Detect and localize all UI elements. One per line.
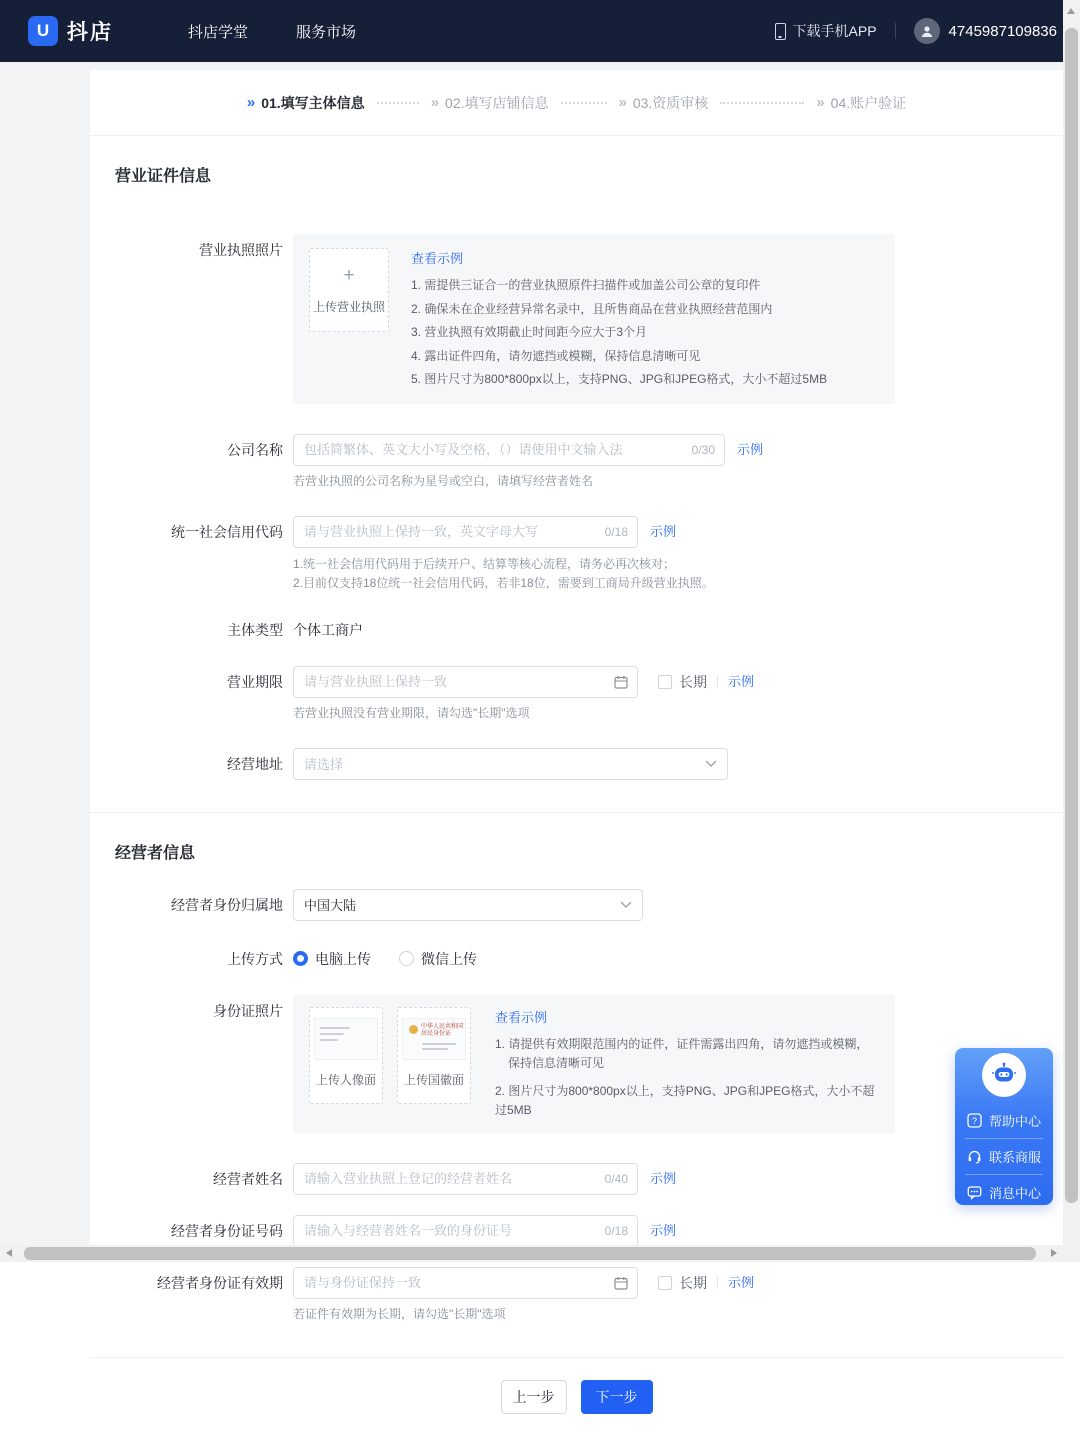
contact-service-label: 联系商服 [988, 1150, 1041, 1165]
operator-name-label: 经营者姓名 [213, 1170, 283, 1187]
idcard-back-title: 中华人民共和国 [421, 1023, 464, 1030]
operator-id-number-row [90, 1215, 1063, 1247]
idcard-back-caption: 上传国徽面 [403, 1072, 464, 1087]
headset-icon [967, 1149, 982, 1164]
phone-icon [775, 23, 786, 40]
message-center-item[interactable] [955, 1175, 1053, 1210]
operator-name-counter: 0/40 [604, 1171, 628, 1186]
operator-id-number-counter: 0/18 [604, 1223, 628, 1238]
license-upload-box[interactable] [309, 248, 389, 332]
credit-code-note-2: 2.目前仅支持18位统一社会信用代码，若非18位，需要到工商局升级营业执照。 [293, 575, 714, 590]
license-view-example-link[interactable]: 查看示例 [411, 251, 464, 266]
upload-method-label: 上传方式 [227, 950, 283, 967]
address-select-value: 请选择 [304, 757, 344, 772]
license-tip: 2. 确保未在企业经营异常名录中，且所售商品在营业执照经营范围内 [411, 301, 773, 316]
id-long-term-checkbox-label: 长期 [679, 1274, 707, 1291]
license-tip: 1. 需提供三证合一的营业执照原件扫描件或加盖公司公章的复印件 [411, 278, 761, 292]
brand[interactable] [28, 16, 113, 46]
idcard-back-upload-box[interactable] [397, 1007, 471, 1104]
steps-dots [720, 102, 804, 104]
footer-buttons [90, 1358, 1063, 1440]
step-1-label: 01.填写主体信息 [261, 94, 365, 111]
operator-id-validity-note: 若证件有效期为长期，请勾选"长期"选项 [293, 1306, 506, 1321]
long-term-checkbox-label: 长期 [679, 673, 707, 690]
idcard-tips [495, 1007, 879, 1121]
business-term-note: 若营业执照没有营业期限，请勾选"长期"选项 [293, 705, 530, 720]
operator-id-validity-example-link[interactable]: 示例 [728, 1274, 755, 1290]
radio-computer-upload[interactable] [293, 951, 308, 966]
scroll-left-arrow-icon[interactable] [6, 1249, 12, 1257]
nav-item-service-market[interactable]: 服务市场 [296, 23, 357, 41]
step-2-label: 02.填写店铺信息 [445, 94, 549, 111]
idcard-photo-label: 身份证照片 [213, 1002, 283, 1019]
operator-id-validity-row [90, 1267, 1063, 1323]
step-3-chevron-icon: » [618, 94, 627, 111]
plus-icon: + [343, 264, 355, 286]
nav-item-academy[interactable]: 抖店学堂 [188, 23, 249, 41]
operator-id-number-input[interactable] [293, 1215, 638, 1247]
operator-id-number-example-link[interactable]: 示例 [650, 1222, 677, 1238]
credit-code-counter: 0/18 [604, 524, 628, 539]
steps-bar [90, 70, 1063, 136]
license-section-title: 营业证件信息 [115, 168, 212, 185]
license-photo-label: 营业执照照片 [199, 242, 283, 258]
idcard-view-example-link[interactable]: 查看示例 [495, 1009, 548, 1025]
message-center-label: 消息中心 [988, 1186, 1041, 1201]
company-name-row [90, 434, 1063, 490]
company-name-label: 公司名称 [227, 441, 283, 458]
business-term-input[interactable] [293, 666, 638, 698]
license-photo-row [90, 234, 1063, 404]
vertical-scrollbar[interactable] [1063, 0, 1080, 1245]
region-row [90, 889, 1063, 921]
operator-id-number-label: 经营者身份证号码 [171, 1222, 283, 1239]
operator-name-input[interactable] [293, 1163, 638, 1195]
business-term-example-link[interactable]: 示例 [728, 673, 755, 689]
step-3 [619, 93, 709, 113]
idcard-photo-row [90, 995, 1063, 1133]
step-1-chevron-icon: » [246, 94, 256, 111]
entity-type-row [90, 614, 1063, 646]
radio-wechat-upload-label[interactable]: 微信上传 [421, 950, 477, 967]
idcard-tip: 2. 图片尺寸为800*800px以上，支持PNG、JPG和JPEG格式，大小不超过5MB [495, 1083, 875, 1117]
vertical-scrollbar-thumb[interactable] [1065, 28, 1078, 1203]
operator-id-validity-label: 经营者身份证有效期 [157, 1274, 283, 1291]
credit-code-note-1: 1.统一社会信用代码用于后续开户、结算等核心流程，请务必再次核对； [293, 556, 676, 571]
company-name-input[interactable] [293, 434, 725, 466]
horizontal-scrollbar[interactable] [0, 1245, 1063, 1262]
credit-code-label: 统一社会信用代码 [171, 523, 283, 540]
national-emblem-icon [409, 1025, 418, 1034]
user-id[interactable]: 4745987109836 [948, 22, 1057, 40]
svg-text:?: ? [971, 1116, 977, 1126]
company-name-note: 若营业执照的公司名称为星号或空白，请填写经营者姓名 [293, 473, 594, 488]
credit-code-example-link[interactable]: 示例 [650, 523, 677, 539]
id-long-term-checkbox[interactable] [658, 1276, 672, 1290]
entity-type-label: 主体类型 [227, 621, 283, 638]
step-4-label: 04.账户验证 [830, 94, 907, 111]
license-tip: 4. 露出证件四角，请勿遮挡或模糊，保持信息清晰可见 [411, 348, 701, 363]
step-2 [431, 93, 549, 113]
business-term-label: 营业期限 [227, 673, 283, 690]
page-background [0, 62, 1063, 1405]
question-icon [967, 1113, 982, 1128]
nav-menu [188, 21, 356, 42]
nav-right [775, 18, 1057, 44]
step-1 [247, 93, 365, 113]
company-name-counter: 0/30 [691, 442, 715, 457]
operator-name-example-link[interactable]: 示例 [650, 1170, 677, 1186]
address-label: 经营地址 [227, 755, 283, 772]
license-upload-caption: 上传营业执照 [312, 299, 385, 314]
idcard-front-illustration [314, 1018, 378, 1060]
main-card [90, 70, 1063, 1440]
credit-code-input[interactable] [293, 516, 638, 548]
brand-name: 抖店 [67, 21, 113, 44]
step-3-label: 03.资质审核 [632, 94, 709, 111]
step-4 [816, 93, 906, 113]
idcard-back-subtitle: 居民身份证 [421, 1030, 452, 1037]
step-4-chevron-icon: » [816, 94, 825, 111]
chevron-down-icon [620, 901, 632, 909]
top-navbar [0, 0, 1063, 62]
help-center-label: 帮助中心 [988, 1114, 1041, 1129]
help-center-item[interactable] [955, 1103, 1053, 1138]
inline-separator [717, 1276, 718, 1289]
steps-dots [561, 102, 607, 104]
horizontal-scrollbar-thumb[interactable] [24, 1247, 1036, 1260]
scroll-up-arrow-icon[interactable] [1067, 8, 1075, 14]
step-2-chevron-icon: » [430, 94, 440, 111]
idcard-front-caption: 上传人像面 [315, 1072, 376, 1087]
entity-type-value: 个体工商户 [293, 621, 363, 638]
address-select[interactable] [293, 748, 728, 780]
operator-id-validity-input[interactable] [293, 1267, 638, 1299]
company-name-example-link[interactable]: 示例 [737, 441, 764, 457]
contact-service-item[interactable] [955, 1139, 1053, 1174]
nav-divider [895, 23, 896, 39]
idcard-front-upload-box[interactable] [309, 1007, 383, 1104]
next-step-button[interactable]: 下一步 [581, 1380, 653, 1414]
operator-name-row [90, 1163, 1063, 1195]
douyin-shop-logo-icon: U [28, 16, 58, 46]
steps-dots [377, 102, 419, 104]
download-app-link[interactable]: 下载手机APP [792, 23, 877, 39]
inline-separator [717, 675, 718, 688]
region-select-value: 中国大陆 [304, 898, 357, 913]
region-label: 经营者身份归属地 [171, 896, 283, 913]
idcard-panel [293, 995, 895, 1133]
license-photo-panel [293, 234, 895, 404]
idcard-back-illustration [402, 1018, 466, 1060]
calendar-icon[interactable] [614, 1276, 628, 1290]
idcard-tip: 1. 请提供有效期限范围内的证件，证件需露出四角，请勿遮挡或模糊，保持信息清晰可见 [495, 1036, 869, 1070]
chevron-down-icon [705, 760, 717, 768]
license-tip: 5. 图片尺寸为800*800px以上，支持PNG、JPG和JPEG格式，大小不超过5MB [411, 372, 828, 386]
user-avatar-icon[interactable] [914, 18, 940, 44]
scrollbar-corner [1063, 1245, 1080, 1262]
license-tip: 3. 营业执照有效期截止时间距今应大于3个月 [411, 325, 648, 339]
credit-code-row [90, 516, 1063, 592]
business-term-row [90, 666, 1063, 722]
radio-wechat-upload[interactable] [399, 951, 414, 966]
region-select[interactable] [293, 889, 643, 921]
radio-computer-upload-label[interactable]: 电脑上传 [315, 950, 371, 967]
calendar-icon[interactable] [614, 675, 628, 689]
floating-help-widget [955, 1048, 1053, 1205]
long-term-checkbox[interactable] [658, 675, 672, 689]
license-tips [411, 248, 827, 390]
address-row [90, 748, 1063, 780]
robot-assistant-icon[interactable] [982, 1053, 1026, 1097]
scroll-right-arrow-icon[interactable] [1051, 1249, 1057, 1257]
message-icon [967, 1185, 982, 1200]
upload-method-row [90, 943, 1063, 975]
operator-section-title: 经营者信息 [115, 844, 196, 862]
prev-step-button[interactable]: 上一步 [501, 1380, 567, 1414]
